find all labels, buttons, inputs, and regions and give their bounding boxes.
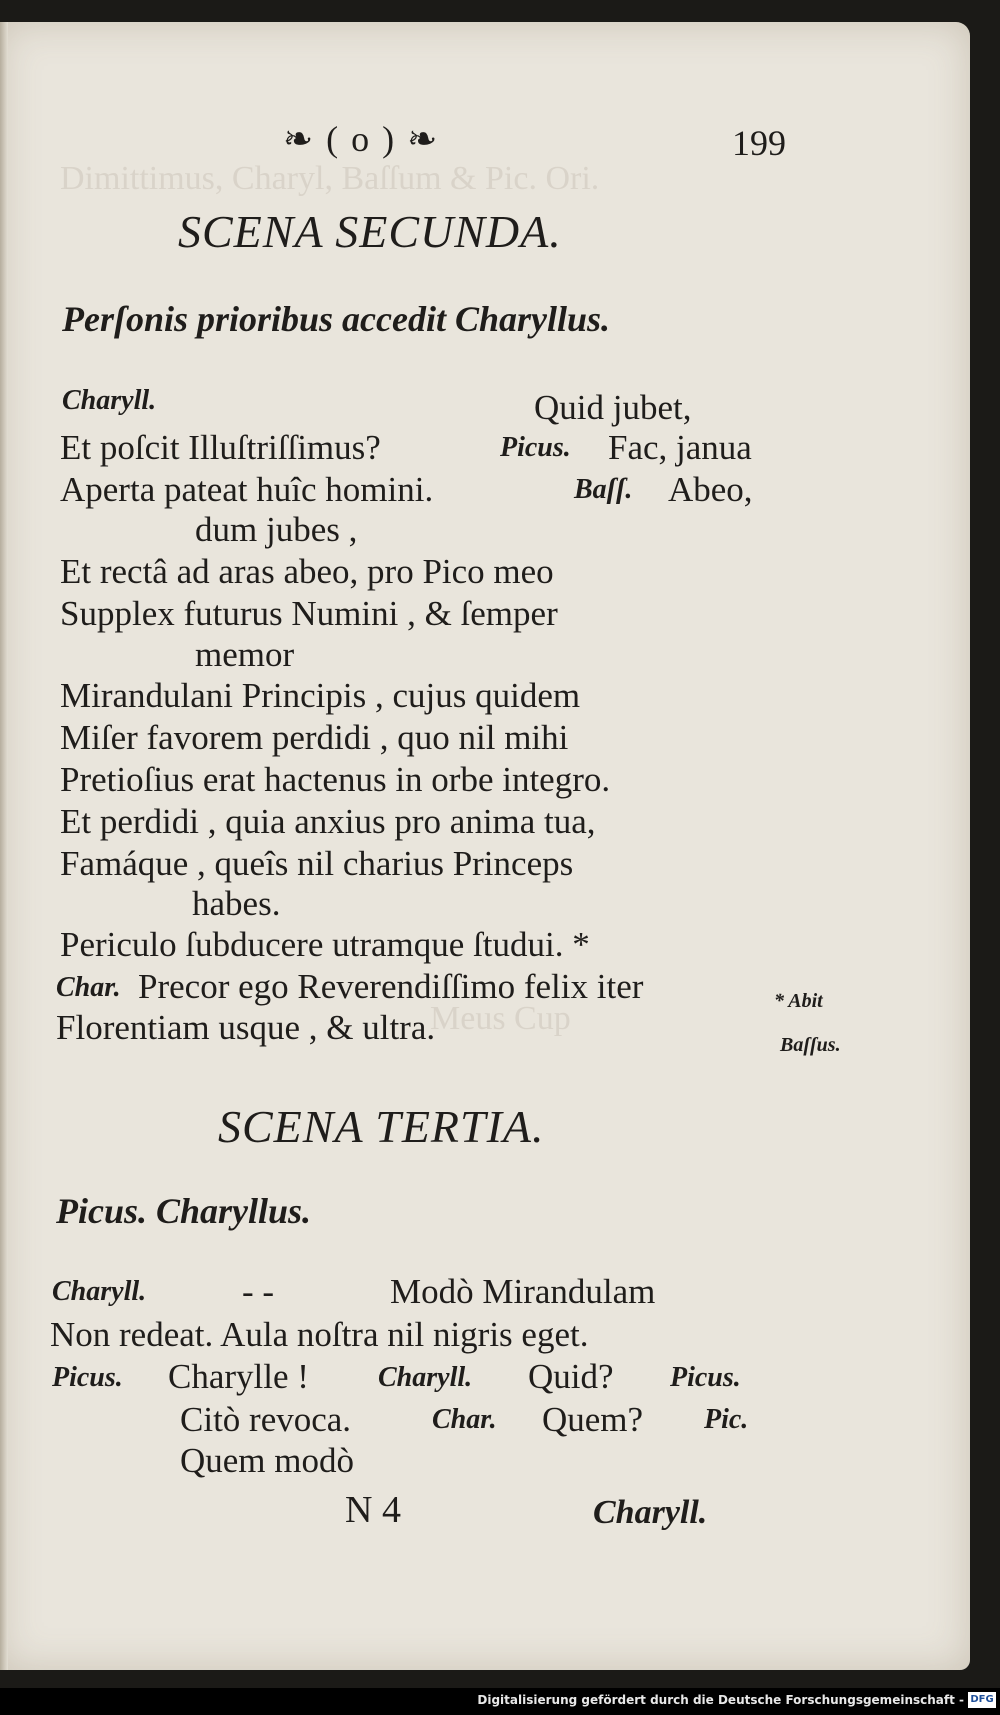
verse-line: Citò revoca. [180, 1400, 352, 1439]
verse-line: Abeo, [668, 470, 753, 509]
verse-line: Supplex futurus Numini , & ſemper [60, 594, 558, 633]
margin-note: Baſſus. [780, 1034, 841, 1056]
verse-line: Quid jubet, [534, 388, 692, 427]
verse-line: Miſer favorem perdidi , quo nil mihi [60, 718, 569, 757]
verse-line: Florentiam usque , & ultra. [56, 1008, 436, 1047]
page-number: 199 [732, 123, 786, 163]
verse-line: habes. [192, 884, 281, 923]
speaker-label: Charyll. [62, 385, 157, 416]
speaker-label: Char. [432, 1404, 497, 1435]
verse-line: Non redeat. Aula noſtra nil nigris eget. [50, 1315, 589, 1354]
speaker-label: Charyll. [378, 1362, 473, 1393]
show-through-text: Dimittimus, Charyl, Baſſum & Pic. Ori. [60, 160, 600, 197]
catchword: Charyll. [593, 1494, 708, 1531]
verse-line: memor [195, 635, 295, 674]
dfg-logo: DFG [968, 1692, 996, 1708]
speaker-label: Baſſ. [574, 474, 633, 505]
scene-title: SCENA TERTIA. [218, 1101, 545, 1152]
speaker-label: Picus. [670, 1362, 741, 1393]
scene-title: SCENA SECUNDA. [178, 206, 562, 257]
verse-line: Quid? [528, 1357, 614, 1396]
speaker-label: Char. [56, 972, 121, 1003]
verse-line: Charylle ! [168, 1357, 309, 1396]
verse-line: Modò Mirandulam [390, 1272, 656, 1311]
verse-line: Et rectâ ad aras abeo, pro Pico meo [60, 552, 554, 591]
verse-line: Et poſcit Illuſtriſſimus? [60, 428, 381, 467]
verse-line: Famáque , queîs nil charius Princeps [60, 844, 574, 883]
verse-line: Quem? [542, 1400, 644, 1439]
verse-line: Mirandulani Principis , cujus quidem [60, 676, 581, 715]
speaker-label: Picus. [52, 1362, 123, 1393]
verse-line: Quem modò [180, 1441, 355, 1480]
credit-text: Digitalisierung gefördert durch die Deutsche Forschungsgemeinschaft - [477, 1693, 964, 1707]
verse-line: Periculo ſubducere utramque ſtudui. * [60, 925, 590, 964]
verse-line: Precor ego Reverendiſſimo felix iter [138, 967, 644, 1006]
scene-persons: Picus. Charyllus. [56, 1191, 312, 1231]
header-ornament: ❧ ( o ) ❧ [283, 119, 440, 159]
scene-persons: Perſonis prioribus accedit Charyllus. [62, 299, 611, 339]
signature-mark: N 4 [345, 1489, 401, 1531]
verse-line: dum jubes , [195, 510, 358, 549]
verse-line: Et perdidi , quia anxius pro anima tua, [60, 802, 596, 841]
show-through-text: Meus Cup [430, 1000, 571, 1037]
speaker-label: Pic. [704, 1404, 749, 1435]
verse-line: Pretioſius erat hactenus in orbe integro. [60, 760, 611, 799]
verse-line: Fac, janua [608, 428, 752, 467]
verse-dashes: - - [242, 1272, 275, 1311]
margin-note: * Abit [774, 990, 823, 1012]
verse-line: Aperta pateat huîc homini. [60, 470, 434, 509]
speaker-label: Picus. [500, 432, 571, 463]
speaker-label: Charyll. [52, 1276, 147, 1307]
page-edge [0, 22, 8, 1670]
